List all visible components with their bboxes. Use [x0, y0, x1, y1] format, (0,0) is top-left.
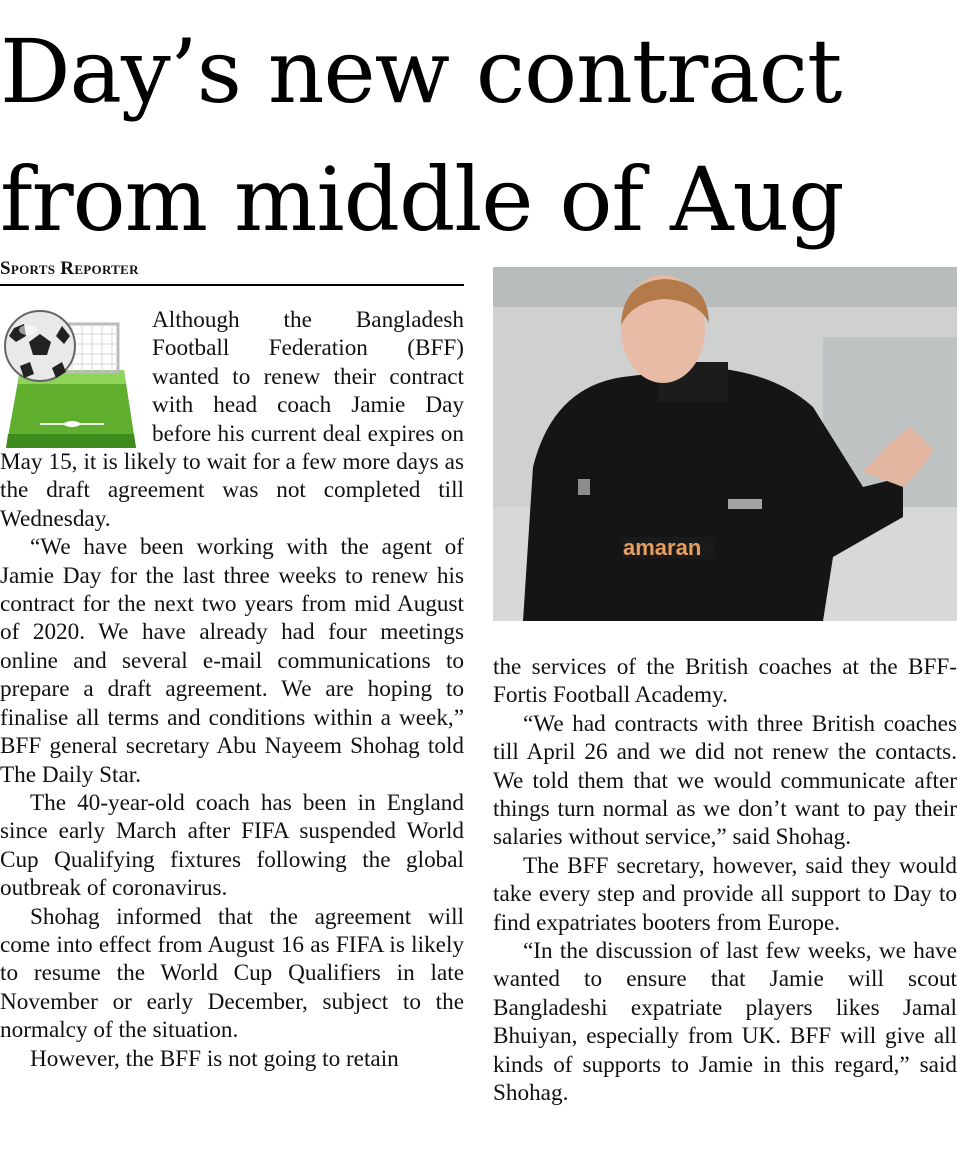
byline: Sports Reporter — [0, 258, 464, 286]
article-paragraph: the services of the British coaches at the BFF-Fortis Football Academy. — [493, 654, 957, 709]
headline: Day’s new contract from middle of Aug — [0, 20, 844, 251]
article-paragraph: The 40-year-old coach has been in England since early March after FIFA suspended World Cup Qualifying fixtures following the global outbreak of coronavirus. — [0, 789, 464, 902]
article-paragraph: Although the Bangladesh Football Federation (BFF) wanted to renew their contract with head coach Jamie Day before his current deal expires on May 15, it is likely to wait for a few more days as the draft agreement was not completed till Wednesday. — [0, 307, 464, 532]
article-paragraph: The BFF secretary, however, said they would take every step and provide all support to Day to find expatriates booters from Europe. — [493, 852, 957, 936]
article-column-left — [0, 306, 464, 1073]
article-paragraph: However, the BFF is not going to retain — [30, 1045, 399, 1072]
article-column-right — [493, 653, 957, 1108]
article-paragraph: “We had contracts with three British coaches till April 26 and we did not renew the contacts. We told them that we would communicate after things turn normal as we don’t want to pay their salaries without service,” said Shohag. — [493, 710, 957, 851]
article-paragraph: “In the discussion of last few weeks, we have wanted to ensure that Jamie will scout Bangladeshi expatriate players likes Jamal Bhuiyan, especially from UK. BFF will give all kinds of supports to Jamie in this regard,” said Shohag. — [493, 938, 957, 1107]
coach-jamie-day-photo — [493, 267, 957, 621]
article-paragraph: “We have been working with the agent of Jamie Day for the last three weeks to renew his contract for the next two years from mid August of 2020. We have already had four meetings online and several e-mail communications to prepare a draft agreement. We are hoping to finalise all terms and conditions within a week,” BFF general secretary Abu Nayeem Shohag told The Daily Star. — [0, 534, 464, 788]
soccer-ball-goal-icon — [0, 306, 148, 448]
jacket-logo-text: amaran — [623, 535, 702, 560]
article-paragraph: Shohag informed that the agreement will come into effect from August 16 as FIFA is likely to resume the World Cup Qualifiers in late November or early December, subject to the normalcy of the situation. — [0, 903, 464, 1044]
